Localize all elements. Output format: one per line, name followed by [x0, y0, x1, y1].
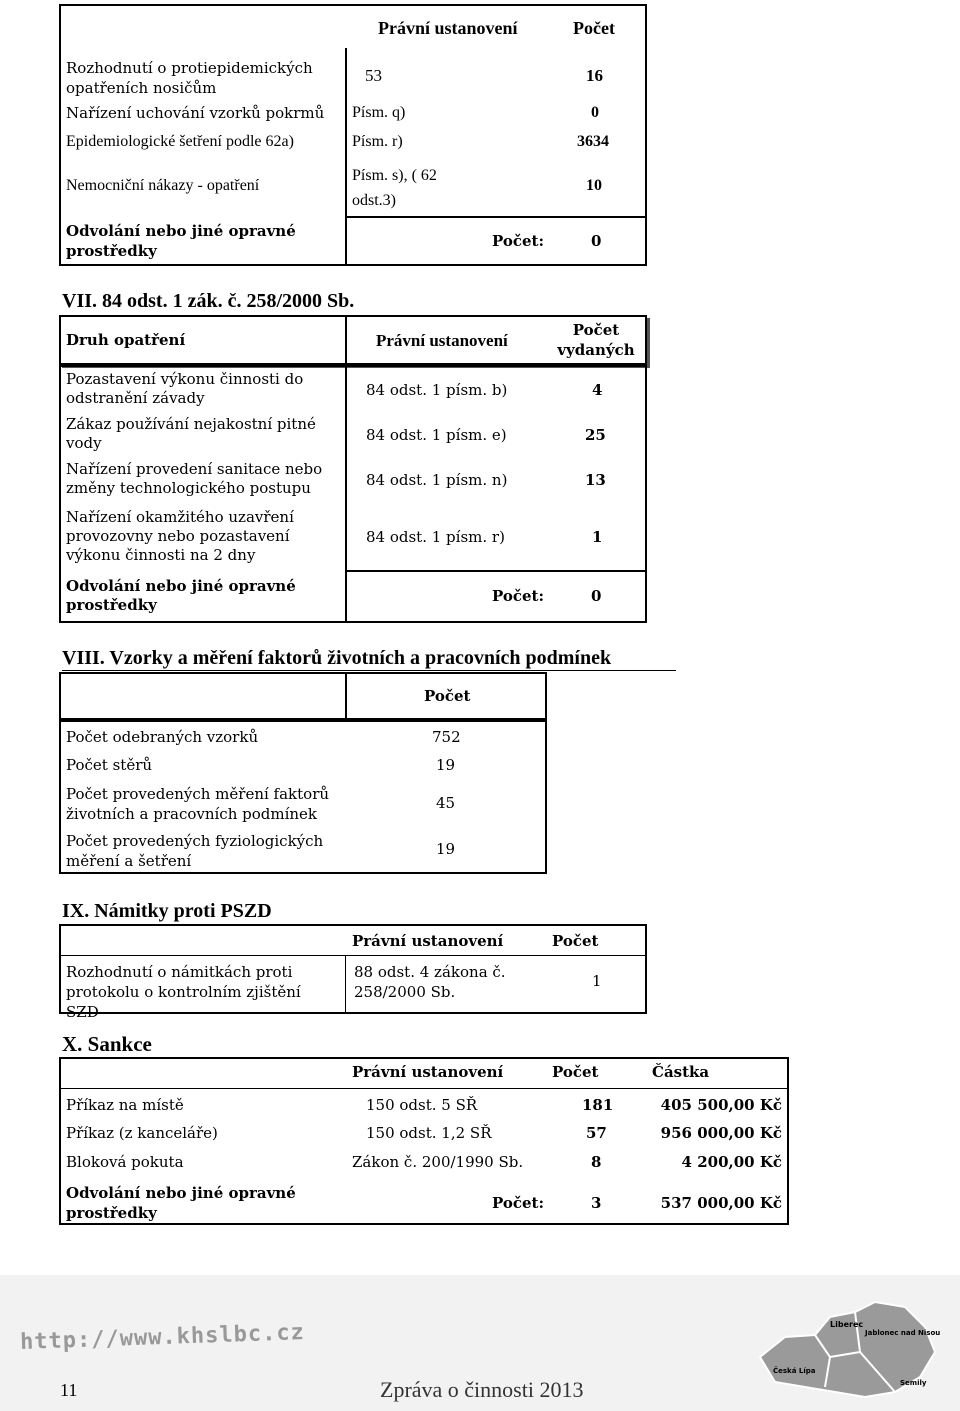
s6-row2-pravni: Písm. q) [352, 104, 406, 121]
s6-row3-label: Epidemiologické šetření podle 62a) [66, 133, 294, 150]
region-map-icon [755, 1297, 940, 1407]
s6-row4-pravni: Písm. s), ( 62 odst.3) [352, 167, 437, 209]
s7-row3-label: Nařízení provedení sanitace nebo změny technologického postupu [66, 460, 323, 497]
s10-row2-castka: 956 000,00 Kč [660, 1124, 782, 1142]
s7-row1-pocet: 4 [592, 381, 603, 399]
s7-row4-label: Nařízení okamžitého uzavření provozovny nebo pozastavení výkonu činnosti na 2 dny [66, 508, 294, 564]
s9-header-pravni: Právní ustanovení [352, 932, 504, 950]
s10-row3-pravni: Zákon č. 200/1990 Sb. [352, 1153, 524, 1171]
s7-row3-pocet: 13 [585, 471, 606, 489]
map-label-liberec: Liberec [830, 1320, 864, 1329]
s10-odvolani-pocet: 3 [591, 1194, 602, 1212]
section10-title: X. Sankce [62, 1032, 152, 1056]
s7-header-druh: Druh opatření [66, 331, 186, 349]
s10-odvolani-label: Odvolání nebo jiné opravné prostředky [66, 1184, 296, 1222]
s7-odvolani-pocet-label: Počet: [492, 587, 545, 605]
s6-row1-pocet: 16 [586, 66, 603, 85]
s10-odvolani-pocet-label: Počet: [492, 1194, 545, 1212]
s10-row2-pravni: 150 odst. 1,2 SŘ [366, 1124, 492, 1142]
report-title: Zpráva o činnosti 2013 [380, 1377, 584, 1402]
s10-row2-label: Příkaz (z kanceláře) [66, 1124, 218, 1142]
s9-row-label: Rozhodnutí o námitkách proti protokolu o kontrolním zjištění SZD [66, 963, 301, 1021]
s10-row3-label: Bloková pokuta [66, 1153, 184, 1171]
s7-row2-label: Zákaz používání nejakostní pitné vody [66, 415, 316, 452]
s10-header-pocet: Počet [552, 1063, 599, 1081]
s8-row4-label: Počet provedených fyziologických měření a šetření [66, 832, 324, 870]
s10-row3-castka: 4 200,00 Kč [681, 1153, 782, 1171]
s10-header-pravni: Právní ustanovení [352, 1063, 504, 1081]
s6-header-pocet: Počet [573, 18, 615, 38]
s10-row1-label: Příkaz na místě [66, 1096, 184, 1114]
s8-row4-value: 19 [436, 840, 456, 858]
s10-row1-pocet: 181 [582, 1096, 614, 1114]
s8-row1-value: 752 [432, 728, 461, 746]
s6-row1-label: Rozhodnutí o protiepidemických opatřeních nosičům [66, 59, 313, 97]
s8-title-underline [62, 670, 676, 671]
s8-header-pocet: Počet [424, 687, 471, 705]
section8-title: VIII. Vzorky a měření faktorů životních a pracovních podmínek [62, 647, 612, 669]
s6-header-pravni: Právní ustanovení [378, 18, 518, 38]
page-footer [0, 1275, 960, 1411]
s10-odvolani-castka: 537 000,00 Kč [660, 1194, 782, 1212]
s7-header-pravni: Právní ustanovení [376, 331, 508, 350]
s7-row2-pocet: 25 [585, 426, 606, 444]
s6-odvolani-pocet: 0 [591, 232, 602, 250]
s7-row4-pocet: 1 [592, 528, 603, 546]
s9-row-pravni: 88 odst. 4 zákona č. 258/2000 Sb. [354, 963, 506, 1001]
s7-header-pocet: Počet vydaných [557, 321, 635, 359]
s7-row2-pravni: 84 odst. 1 písm. e) [366, 426, 507, 444]
s9-header-pocet: Počet [552, 932, 599, 950]
s6-odvolani-pocet-label: Počet: [492, 232, 545, 250]
s9-row-pocet: 1 [592, 972, 602, 990]
s7-divider [345, 315, 347, 623]
map-label-jablonec: Jablonec nad Nisou [865, 1329, 940, 1337]
s7-odvolani-pocet: 0 [591, 587, 602, 605]
section9-title: IX. Námitky proti PSZD [62, 900, 272, 922]
s7-row4-pravni: 84 odst. 1 písm. r) [366, 528, 505, 546]
s7-row1-label: Pozastavení výkonu činnosti do odstranění závady [66, 370, 304, 407]
s7-row3-pravni: 84 odst. 1 písm. n) [366, 471, 508, 489]
s10-row1-castka: 405 500,00 Kč [660, 1096, 782, 1114]
s10-header-castka: Částka [652, 1063, 710, 1081]
s8-row2-label: Počet stěrů [66, 756, 153, 774]
s8-row3-value: 45 [436, 794, 456, 812]
s6-row2-label: Nařízení uchování vzorků pokrmů [66, 104, 325, 122]
s10-row1-pravni: 150 odst. 5 SŘ [366, 1096, 478, 1114]
page-number: 11 [60, 1380, 78, 1400]
s10-row2-pocet: 57 [586, 1124, 607, 1142]
s6-row4-pocet: 10 [586, 177, 602, 194]
s9-divider [345, 955, 346, 1014]
s8-row3-label: Počet provedených měření faktorů životních a pracovních podmínek [66, 785, 330, 823]
s6-row3-pocet: 3634 [577, 133, 609, 150]
s6-row1-pravni: 53 [365, 66, 382, 85]
s7-odvolani-line [345, 570, 647, 572]
s7-odvolani-label: Odvolání nebo jiné opravné prostředky [66, 577, 296, 614]
s6-odvolani-label: Odvolání nebo jiné opravné prostředky [66, 222, 296, 260]
map-label-ceska-lipa: Česká Lípa [773, 1367, 816, 1375]
footer-url[interactable]: http://www.khslbc.cz [19, 1320, 306, 1355]
s6-row4-label: Nemocniční nákazy - opatření [66, 177, 260, 194]
s8-row1-label: Počet odebraných vzorků [66, 728, 259, 746]
s8-row2-value: 19 [436, 756, 456, 774]
section7-title: VII. 84 odst. 1 zák. č. 258/2000 Sb. [62, 290, 355, 312]
s10-row3-pocet: 8 [591, 1153, 602, 1171]
map-label-semily: Semily [900, 1379, 927, 1387]
s10-header-line [59, 1088, 789, 1089]
s6-row3-pravni: Písm. r) [352, 133, 403, 150]
s7-row1-pravni: 84 odst. 1 písm. b) [366, 381, 508, 399]
s6-row2-pocet: 0 [591, 104, 599, 121]
s9-header-line [59, 955, 647, 956]
